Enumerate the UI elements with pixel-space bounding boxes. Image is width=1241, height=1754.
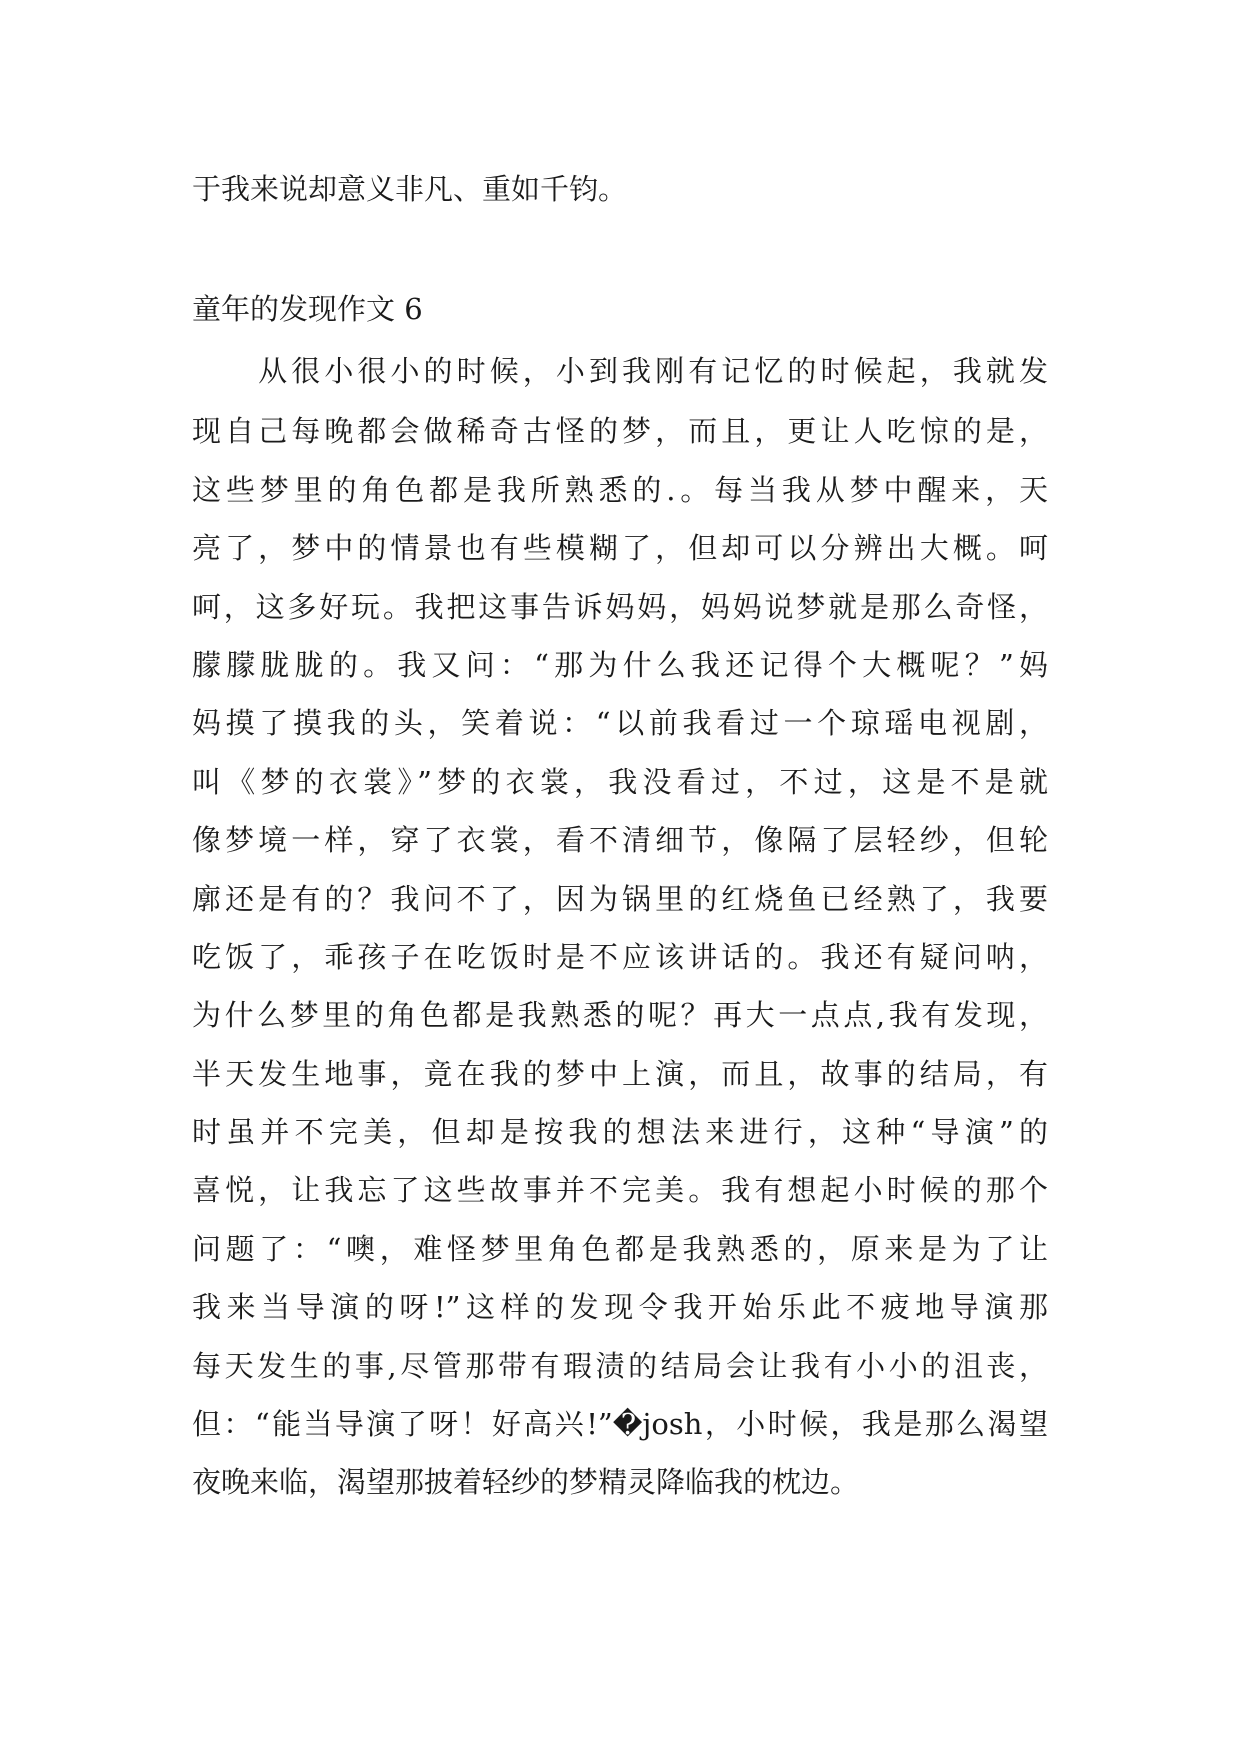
paragraph-line: 从很小很小的时候，小到我刚有记忆的时候起，我就发 — [192, 354, 1048, 389]
carryover-line: 于我来说却意义非凡、重如千钧。 — [192, 172, 628, 206]
paragraph-line: 像梦境一样，穿了衣裳，看不清细节，像隔了层轻纱，但轮 — [192, 823, 1048, 858]
essay-paragraph — [192, 340, 1048, 1511]
paragraph-line: 喜悦，让我忘了这些故事并不完美。我有想起小时候的那个 — [192, 1173, 1048, 1208]
paragraph-line: 为什么梦里的角色都是我熟悉的呢？再大一点点,我有发现， — [192, 998, 1048, 1033]
paragraph-line: 时虽并不完美，但却是按我的想法来进行，这种“导演”的 — [192, 1115, 1048, 1150]
paragraph-line: 这些梦里的角色都是我所熟悉的.。每当我从梦中醒来，天 — [192, 472, 1048, 507]
paragraph-line: 每天发生的事,尽管那带有瑕渍的结局会让我有小小的沮丧， — [192, 1348, 1048, 1383]
paragraph-line: 朦朦胧胧的。我又问：“那为什么我还记得个大概呢？”妈 — [192, 647, 1048, 682]
paragraph-line: 亮了，梦中的情景也有些模糊了，但却可以分辨出大概。呵 — [192, 531, 1048, 566]
paragraph-line: 叫《梦的衣裳》”梦的衣裳，我没看过，不过，这是不是就 — [192, 764, 1048, 799]
paragraph-line: 半天发生地事，竟在我的梦中上演，而且，故事的结局，有 — [192, 1056, 1048, 1091]
paragraph-line: 呵，这多好玩。我把这事告诉妈妈，妈妈说梦就是那么奇怪， — [192, 589, 1048, 624]
paragraph-line: 我来当导演的呀!”这样的发现令我开始乐此不疲地导演那 — [192, 1290, 1048, 1325]
paragraph-line: 妈摸了摸我的头，笑着说：“以前我看过一个琼瑶电视剧， — [192, 706, 1048, 741]
paragraph-line: 现自己每晚都会做稀奇古怪的梦，而且，更让人吃惊的是， — [192, 414, 1048, 449]
paragraph-line: 夜晚来临，渴望那披着轻纱的梦精灵降临我的枕边。 — [192, 1465, 860, 1500]
paragraph-line: 廓还是有的？我问不了，因为锅里的红烧鱼已经熟了，我要 — [192, 881, 1048, 916]
paragraph-line: 问题了：“噢，难怪梦里角色都是我熟悉的，原来是为了让 — [192, 1231, 1048, 1266]
paragraph-line: 吃饭了，乖孩子在吃饭时是不应该讲话的。我还有疑问呐， — [192, 939, 1048, 974]
paragraph-gap — [192, 218, 1048, 278]
section-title: 童年的发现作文 6 — [192, 292, 423, 327]
document-body — [192, 160, 1048, 1512]
paragraph-line: 但：“能当导演了呀！好高兴!”�josh，小时候，我是那么渴望 — [192, 1407, 1048, 1442]
